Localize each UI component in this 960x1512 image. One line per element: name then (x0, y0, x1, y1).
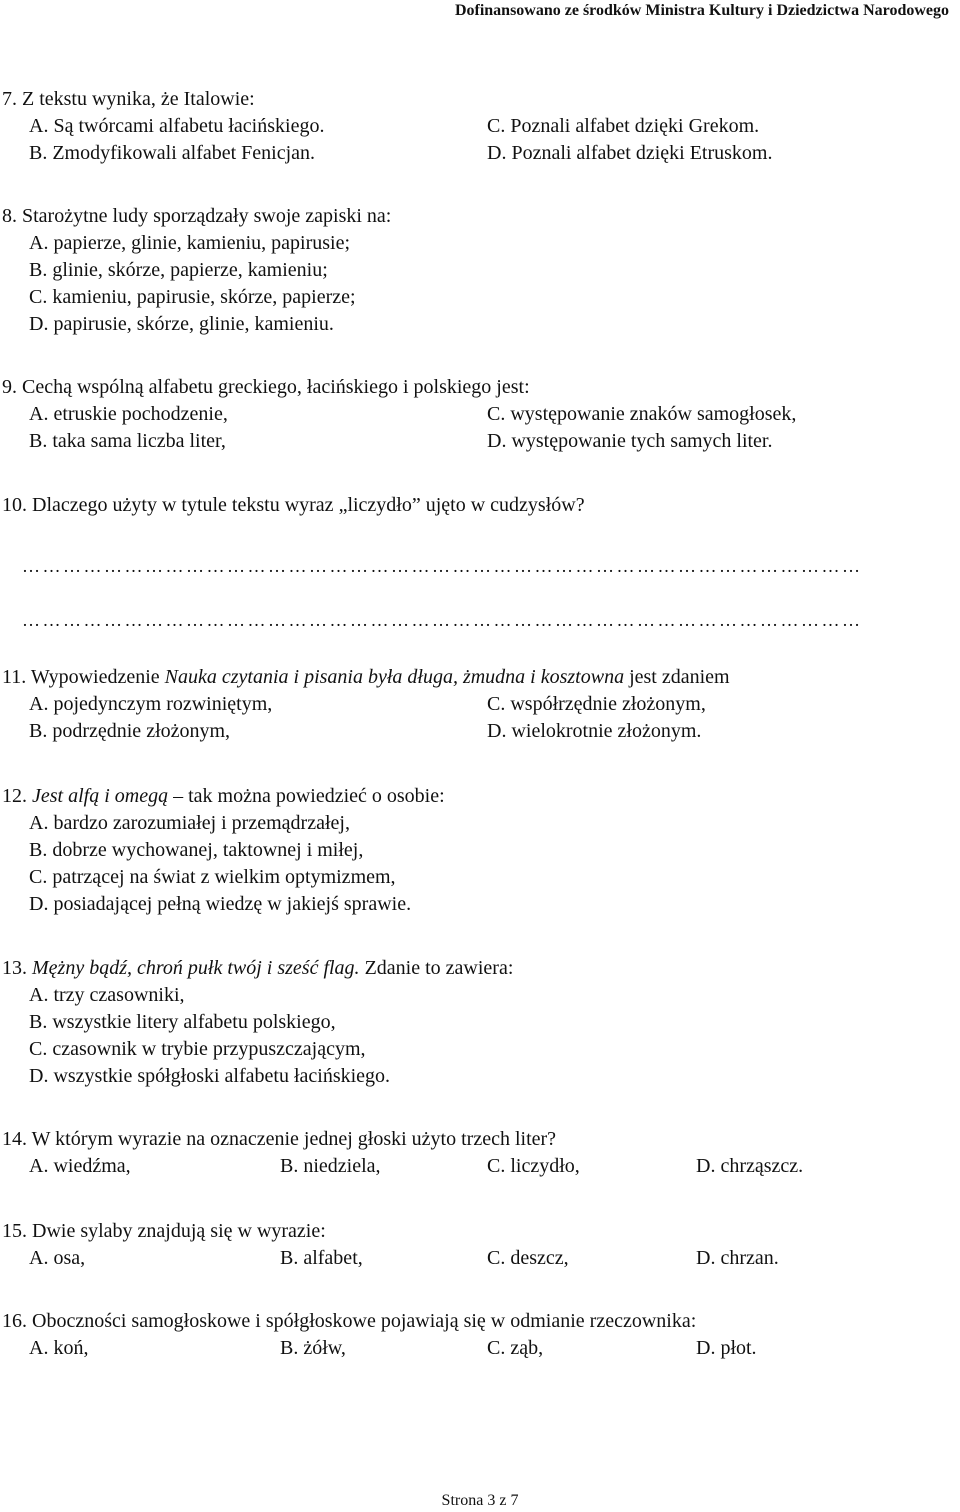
question-11-stem-end: jest zdaniem (624, 666, 730, 688)
question-15-option-b: B. alfabet, (280, 1247, 363, 1269)
funding-header: Dofinansowano ze środków Ministra Kultury i Dziedzictwa Narodowego (454, 2, 949, 19)
question-13-pangram: Mężny bądź, chroń pułk twój i sześć flag. (32, 957, 360, 979)
question-7-option-c: C. Poznali alfabet dzięki Grekom. (487, 115, 760, 137)
question-14-option-d: D. chrząszcz. (696, 1155, 804, 1177)
question-7-stem: 7. Z tekstu wynika, że Italowie: (2, 88, 255, 110)
question-12-option-d: D. posiadającej pełną wiedzę w jakiejś sprawie. (29, 893, 412, 915)
question-13-option-d: D. wszystkie spółgłoski alfabetu łacińskiego. (29, 1065, 391, 1087)
question-15-option-d: D. chrzan. (696, 1247, 779, 1269)
question-7-option-d: D. Poznali alfabet dzięki Etruskom. (487, 142, 773, 164)
question-15-option-c: C. deszcz, (487, 1247, 569, 1269)
question-8-stem: 8. Starożytne ludy sporządzały swoje zapiski na: (2, 205, 392, 227)
question-16-option-b: B. żółw, (280, 1337, 346, 1359)
question-14-option-a: A. wiedźma, (29, 1155, 131, 1177)
question-13-stem (2, 955, 513, 982)
question-12-option-b: B. dobrze wychowanej, taktownej i miłej, (29, 839, 364, 861)
answer-line-1: …………………………………………………………………………………………………………… (22, 556, 863, 576)
question-12-option-a: A. bardzo zarozumiałej i przemądrzałej, (29, 812, 350, 834)
question-8-option-b: B. glinie, skórze, papierze, kamieniu; (29, 259, 328, 281)
question-15-stem: 15. Dwie sylaby znajdują się w wyrazie: (2, 1220, 326, 1242)
question-12-idiom: Jest alfą i omegą (32, 785, 169, 807)
question-13-option-b: B. wszystkie litery alfabetu polskiego, (29, 1011, 336, 1033)
page-number-separator: z (495, 1492, 511, 1509)
question-11-option-a: A. pojedynczym rozwiniętym, (29, 693, 273, 715)
question-13-option-a: A. trzy czasowniki, (29, 984, 185, 1006)
question-16-option-c: C. ząb, (487, 1337, 544, 1359)
answer-line-2: …………………………………………………………………………………………………………… (22, 610, 863, 630)
question-7-option-b: B. Zmodyfikowali alfabet Fenicjan. (29, 142, 316, 164)
question-13-option-c: C. czasownik w trybie przypuszczającym, (29, 1038, 366, 1060)
question-15-option-a: A. osa, (29, 1247, 86, 1269)
page-number (0, 1491, 960, 1511)
question-11-stem-start: 11. Wypowiedzenie (2, 666, 165, 688)
question-16-option-a: A. koń, (29, 1337, 89, 1359)
question-10-stem: 10. Dlaczego użyty w tytule tekstu wyraz „liczydło” ujęto w cudzysłów? (2, 494, 585, 516)
question-8-option-d: D. papirusie, skórze, glinie, kamieniu. (29, 313, 334, 335)
question-14-option-b: B. niedziela, (280, 1155, 381, 1177)
question-13-stem-end: Zdanie to zawiera: (359, 957, 514, 979)
question-14-option-c: C. liczydło, (487, 1155, 580, 1177)
question-12-stem (2, 783, 445, 810)
question-9-option-d: D. występowanie tych samych liter. (487, 430, 773, 452)
question-9-option-b: B. taka sama liczba liter, (29, 430, 226, 452)
question-11-option-d: D. wielokrotnie złożonym. (487, 720, 702, 742)
question-9-option-a: A. etruskie pochodzenie, (29, 403, 228, 425)
question-11-option-b: B. podrzędnie złożonym, (29, 720, 231, 742)
question-12-option-c: C. patrzącej na świat z wielkim optymizmem, (29, 866, 396, 888)
question-16-option-d: D. płot. (696, 1337, 757, 1359)
question-8-option-c: C. kamieniu, papirusie, skórze, papierze; (29, 286, 356, 308)
question-8-option-a: A. papierze, glinie, kamieniu, papirusie; (29, 232, 351, 254)
question-9-stem: 9. Cechą wspólną alfabetu greckiego, łacińskiego i polskiego jest: (2, 376, 530, 398)
question-7-option-a: A. Są twórcami alfabetu łacińskiego. (29, 115, 325, 137)
page-number-prefix: Strona (441, 1492, 488, 1509)
question-14-stem: 14. W którym wyrazie na oznaczenie jednej głoski użyto trzech liter? (2, 1128, 557, 1150)
page-number-current: 3 (487, 1492, 496, 1509)
question-11-stem (2, 664, 730, 691)
question-13-stem-start: 13. (2, 957, 32, 979)
question-12-stem-start: 12. (2, 785, 32, 807)
page-number-total: 7 (510, 1492, 519, 1509)
question-11-option-c: C. współrzędnie złożonym, (487, 693, 706, 715)
question-11-quoted-sentence: Nauka czytania i pisania była długa, żmudna i kosztowna (164, 666, 625, 688)
question-12-stem-end: – tak można powiedzieć o osobie: (168, 785, 445, 807)
question-9-option-c: C. występowanie znaków samogłosek, (487, 403, 797, 425)
question-16-stem: 16. Oboczności samogłoskowe i spółgłoskowe pojawiają się w odmianie rzeczownika: (2, 1310, 697, 1332)
